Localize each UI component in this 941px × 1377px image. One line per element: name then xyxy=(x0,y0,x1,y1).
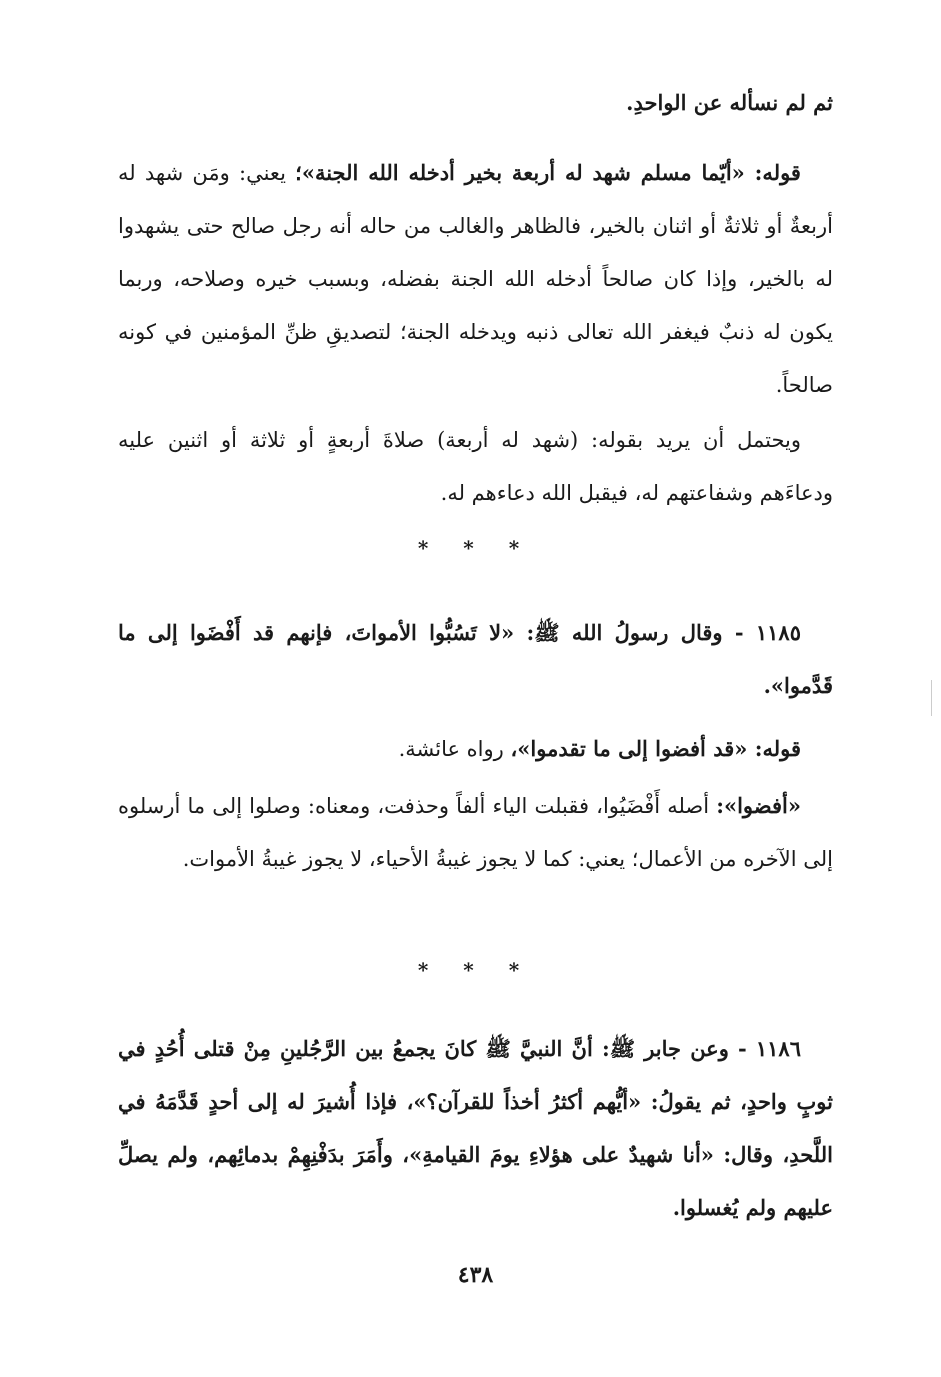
page-number: ٤٣٨ xyxy=(457,1262,494,1288)
commentary-3-lead: قوله: «قد أفضوا إلى ما تقدموا»، xyxy=(510,736,801,761)
continuation-line: ثم لم نسأله عن الواحدِ. xyxy=(626,90,833,115)
commentary-paragraph-4 xyxy=(118,779,833,886)
commentary-paragraph-2: ويحتمل أن يريد بقوله: (شهد له أربعة) صلاةَ أربعةٍ أو ثلاثة أو اثنين عليه ودعاءَهم وشفاعتهم له، فيقبل الله دعاءهم له. xyxy=(118,428,833,505)
section-separator-2: * * * xyxy=(417,958,534,982)
commentary-4-body: أصله أَفْضَيُوا، فقبلت الياء ألفاً وحذفت، ومعناه: وصلوا إلى ما أرسلوه إلى الآخره من الأعمال؛ يعني: كما لا يجوز غيبةُ الأحياء، لا يجوز غيبةُ الأموات. xyxy=(118,794,833,871)
hadith-1186: ١١٨٦ - وعن جابر ﷺ: أنَّ النبيَّ ﷺ كانَ يجمعُ بين الرَّجُلينِ مِنْ قتلى أُحُدٍ في ثوبٍ واحدٍ، ثم يقولُ: «أيُّهم أكثرُ أخذاً للقرآن؟»، فإذا أُشيرَ له إلى أحدٍ قَدَّمَهُ في اللَّحدِ، وقال: «أنا شهيدٌ على هؤلاءِ يومَ القيامةِ»، وأَمَرَ بدَفْنِهِمْ بدمائِهم، ولم يصلِّ عليهم ولم يُغسلوا. xyxy=(118,1036,833,1220)
commentary-4-lead: «أفضوا»: xyxy=(716,793,801,818)
scan-edge-mark xyxy=(931,680,932,716)
commentary-paragraph-1 xyxy=(118,146,833,412)
section-separator-1: * * * xyxy=(417,536,534,560)
commentary-1-lead: قوله: «أيّما مسلم شهد له أربعة بخير أدخله الله الجنة»؛ xyxy=(295,160,801,185)
commentary-3-body: رواه عائشة. xyxy=(398,737,511,761)
commentary-1-body: يعني: ومَن شهد له أربعةٌ أو ثلاثةٌ أو اثنان بالخير، فالظاهر والغالب من حاله أنه رجل صالح حتى يشهدوا له بالخير، وإذا كان صالحاً أدخله الله الجنة بفضله، وبسبب خيره وصلاحه، وربما يكون له ذنبٌ فيغفر الله تعالى ذنبه ويدخله الجنة؛ لتصديقِ ظنِّ المؤمنين في كونه صالحاً. xyxy=(118,161,833,397)
commentary-paragraph-3 xyxy=(118,722,833,776)
book-page xyxy=(118,0,833,1377)
hadith-1185: ١١٨٥ - وقال رسولُ الله ﷺ: «لا تَسُبُّوا الأمواتَ، فإنهم قد أَفْضَوا إلى ما قَدَّموا». xyxy=(118,620,833,698)
